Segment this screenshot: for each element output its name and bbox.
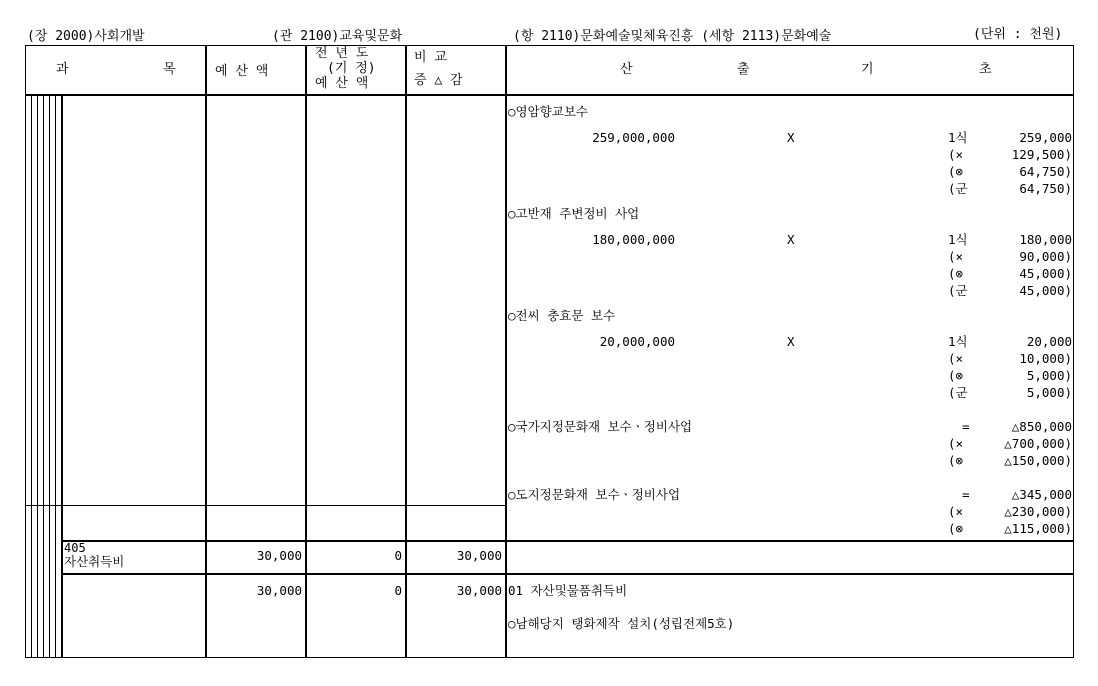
item-line-value: 180,000 — [1019, 232, 1072, 247]
item-line-value: 45,000) — [1019, 283, 1072, 298]
item-line-value: △700,000) — [1004, 436, 1072, 451]
header-mok: 목 — [163, 62, 176, 77]
item-line-key: (⊗ — [948, 164, 964, 179]
item-line-value: △850,000 — [1011, 419, 1072, 434]
item-line-key: = — [962, 487, 970, 502]
item-line-key: 1식 — [948, 130, 968, 145]
level-line-3 — [43, 95, 44, 658]
item-line-value: 45,000) — [1019, 266, 1072, 281]
item-title: ○영암향교보수 — [508, 104, 588, 119]
item-line-key: (× — [948, 351, 964, 366]
col-line-left — [25, 45, 26, 658]
item-line-value: △345,000 — [1011, 487, 1072, 502]
item-line-value: 259,000 — [1019, 130, 1072, 145]
header-prev-3: 예 산 액 — [315, 76, 369, 91]
header-bottom-border — [25, 94, 1074, 96]
item-line-value: 20,000 — [1026, 334, 1072, 349]
level-line-1 — [31, 95, 32, 658]
gwan-label: (관 2100)교육및문화 — [272, 29, 403, 44]
row01-title: 01 자산및물품취득비 — [508, 583, 628, 598]
col-line-right — [1073, 45, 1074, 658]
unit-label: (단위 : 천원) — [973, 27, 1063, 42]
table-bottom-border — [25, 657, 1074, 658]
row405-diff: 30,000 — [456, 548, 502, 563]
item-amount: 259,000,000 — [592, 130, 675, 145]
row405-top-border — [61, 540, 1074, 542]
hang-label: (항 2110)문화예술및체육진흥 (세항 2113)문화예술 — [513, 29, 832, 44]
item-title: ○전씨 충효문 보수 — [508, 308, 616, 323]
row-separator-dashed — [25, 505, 506, 506]
row405-budget: 30,000 — [256, 548, 302, 563]
row01-prev: 0 — [394, 583, 402, 598]
item-multiply: X — [787, 130, 795, 145]
row405-bottom-border — [61, 573, 1074, 575]
item-line-key: = — [962, 419, 970, 434]
item-line-key: (× — [948, 147, 964, 162]
item-line-value: △115,000) — [1004, 521, 1072, 536]
table-top-border — [25, 45, 1074, 46]
row405-code: 405 — [64, 541, 86, 555]
item-multiply: X — [787, 334, 795, 349]
item-line-key: (× — [948, 436, 964, 451]
header-basis-4: 초 — [979, 62, 992, 77]
col-line-budget — [205, 45, 207, 658]
item-amount: 20,000,000 — [599, 334, 675, 349]
item-line-value: △230,000) — [1004, 504, 1072, 519]
col-line-prev — [305, 45, 307, 658]
header-cmp-2: 증 △ 감 — [414, 73, 463, 88]
item-line-value: 64,750) — [1019, 164, 1072, 179]
item-line-value: 5,000) — [1026, 368, 1072, 383]
item-title: ○고반재 주변정비 사업 — [508, 206, 640, 221]
item-line-key: 1식 — [948, 232, 968, 247]
col-line-cmp — [405, 45, 407, 658]
item-line-key: (⊗ — [948, 368, 964, 383]
header-gwa: 과 — [56, 62, 69, 77]
item-line-value: 90,000) — [1019, 249, 1072, 264]
item-amount: 180,000,000 — [592, 232, 675, 247]
item-line-value: △150,000) — [1004, 453, 1072, 468]
item-line-key: (군 — [948, 385, 968, 400]
item-multiply: X — [787, 232, 795, 247]
item-line-key: (⊗ — [948, 266, 964, 281]
item-line-value: 5,000) — [1026, 385, 1072, 400]
row01-sub: ○남해당지 탱화제작 설치(성립전제5호) — [508, 616, 735, 631]
row01-diff: 30,000 — [456, 583, 502, 598]
item-line-value: 10,000) — [1019, 351, 1072, 366]
item-line-key: 1식 — [948, 334, 968, 349]
item-line-key: (⊗ — [948, 453, 964, 468]
item-title: ○국가지정문화재 보수ㆍ정비사업 — [508, 419, 693, 434]
item-line-value: 129,500) — [1011, 147, 1072, 162]
item-line-key: (× — [948, 504, 964, 519]
item-line-key: (× — [948, 249, 964, 264]
header-basis-3: 기 — [861, 62, 874, 77]
item-line-key: (군 — [948, 181, 968, 196]
row405-name: 자산취득비 — [64, 554, 125, 569]
header-prev-1: 전 년 도 — [315, 46, 369, 61]
level-line-2 — [37, 95, 38, 658]
item-line-value: 64,750) — [1019, 181, 1072, 196]
header-prev-2: (기 정) — [327, 61, 376, 76]
header-basis-1: 산 — [620, 62, 633, 77]
row01-budget: 30,000 — [256, 583, 302, 598]
row405-prev: 0 — [394, 548, 402, 563]
item-line-key: (⊗ — [948, 521, 964, 536]
item-line-key: (군 — [948, 283, 968, 298]
jang-label: (장 2000)사회개발 — [27, 29, 145, 44]
level-line-4 — [49, 95, 50, 658]
header-basis-2: 출 — [737, 62, 750, 77]
level-line-5 — [55, 95, 56, 658]
header-cmp-1: 비 교 — [414, 50, 447, 65]
item-title: ○도지정문화재 보수ㆍ정비사업 — [508, 487, 681, 502]
col-line-basis — [505, 45, 507, 658]
header-budget: 예 산 액 — [215, 64, 269, 79]
